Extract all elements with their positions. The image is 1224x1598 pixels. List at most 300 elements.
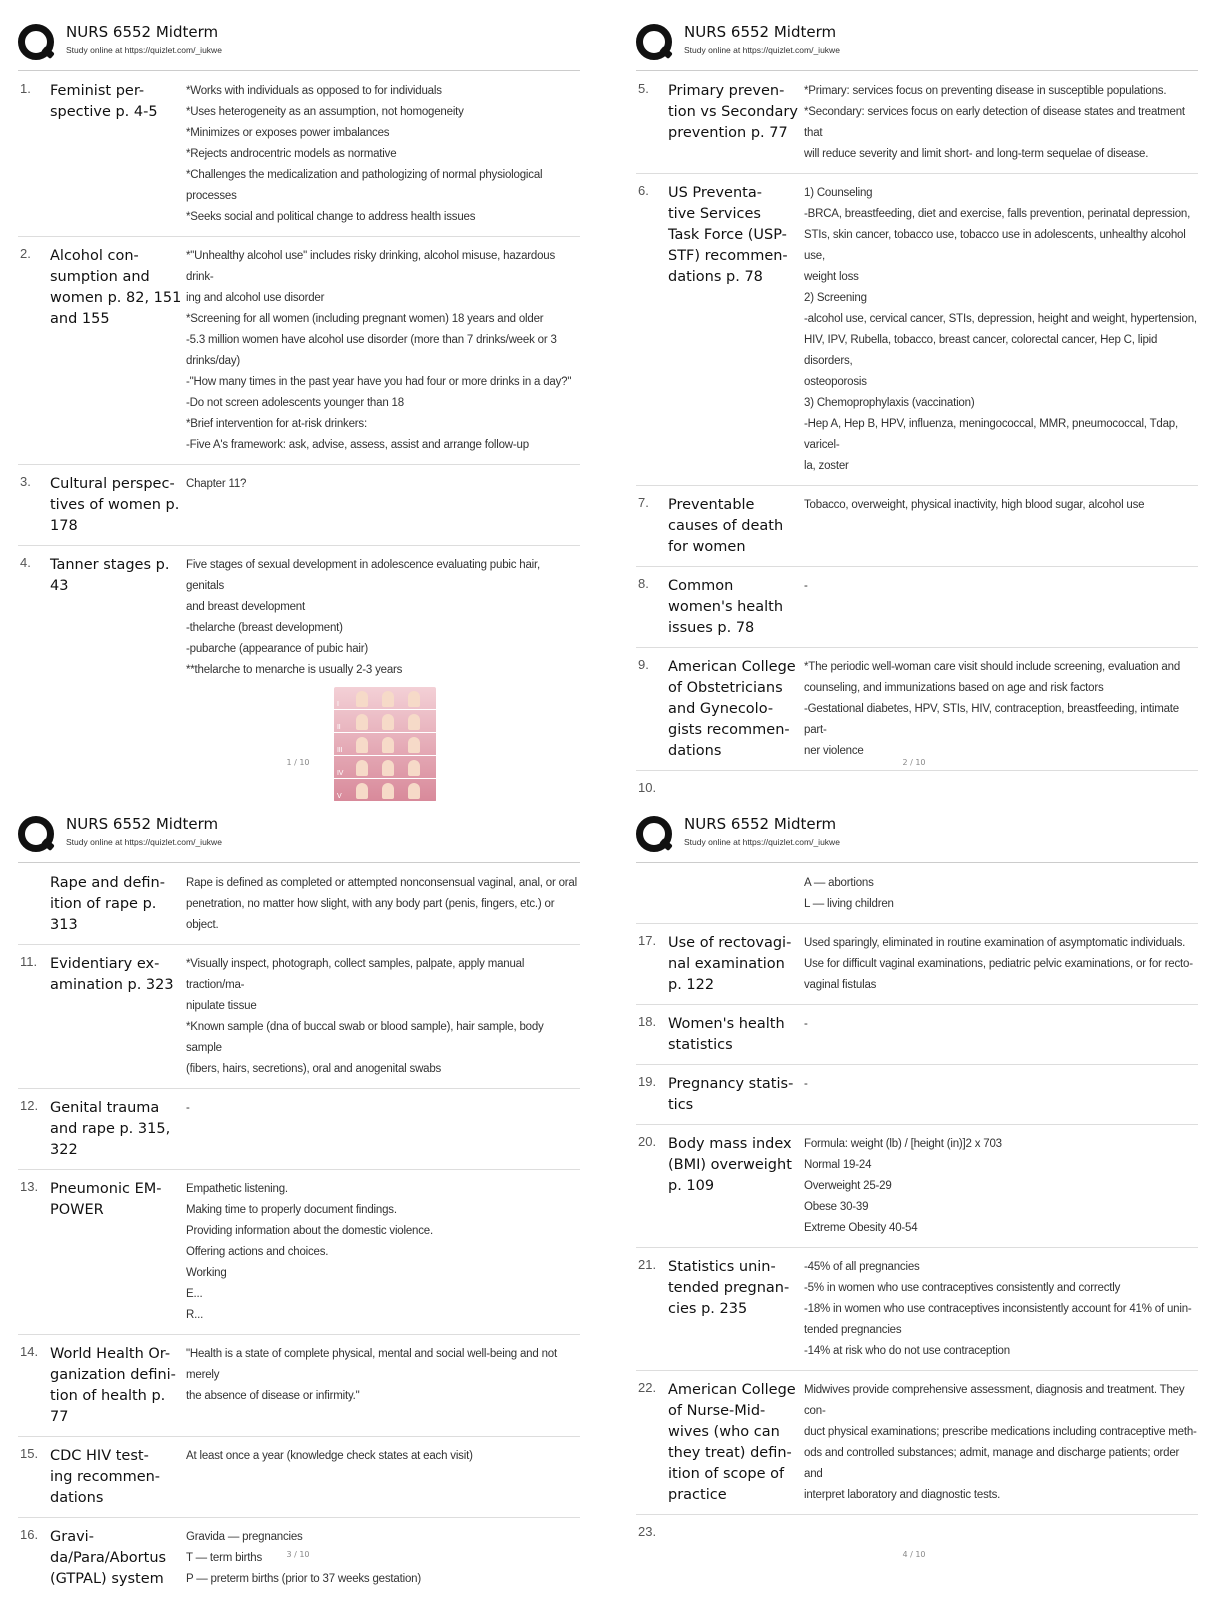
page-2 (636, 20, 1198, 795)
flashcard-row (18, 546, 580, 810)
quizlet-logo-icon (18, 24, 54, 60)
card-definition (186, 81, 580, 228)
card-definition (186, 555, 580, 802)
definition-line: penetration, no matter how slight, with any body part (penis, fingers, etc.) or (186, 898, 555, 910)
definition-line: -5% in women who use contraceptives consistently and correctly (804, 1282, 1121, 1294)
card-term (50, 954, 186, 1080)
card-definition (186, 1527, 580, 1590)
card-number: 17. (638, 933, 657, 948)
card-number: 2. (20, 246, 31, 261)
term-line: World Health Or- (50, 1346, 171, 1362)
flashcard-row (18, 72, 580, 237)
term-line: ition of rape p. (50, 896, 157, 912)
term-line: Task Force (USP- (668, 227, 787, 243)
card-term (50, 81, 186, 228)
definition-line: drinks/day) (186, 355, 241, 367)
study-online-link[interactable]: Study online at https://quizlet.com/_iukwe (684, 837, 840, 847)
term-line: dations (668, 743, 722, 759)
body-figure-icon (408, 691, 420, 707)
card-number: 23. (638, 1524, 657, 1539)
definition-line: *Rejects androcentric models as normative (186, 148, 397, 160)
term-line: Pregnancy statis- (668, 1076, 794, 1092)
card-term (668, 780, 804, 795)
card-definition (186, 1446, 580, 1509)
card-term (50, 1098, 186, 1161)
card-definition (804, 1134, 1198, 1239)
definition-line: -"How many times in the past year have you had four or more drinks in a day?" (186, 376, 572, 388)
flashcard-row (18, 465, 580, 546)
definition-line: Overweight 25-29 (804, 1180, 892, 1192)
header-divider (18, 862, 580, 863)
flashcard-list (636, 72, 1198, 803)
card-number: 1. (20, 81, 31, 96)
card-number: 14. (20, 1344, 39, 1359)
flashcard-row (636, 1125, 1198, 1248)
card-term (668, 81, 804, 165)
card-definition (804, 1380, 1198, 1506)
term-line: of Nurse-Mid- (668, 1403, 766, 1419)
card-term (668, 657, 804, 762)
card-number: 20. (638, 1134, 657, 1149)
term-line: Statistics unin- (668, 1259, 776, 1275)
definition-line: (fibers, hairs, secretions), oral and anogenital swabs (186, 1063, 442, 1075)
definition-line: ing and alcohol use disorder (186, 292, 325, 304)
definition-line: *Uses heterogeneity as an assumption, not homogeneity (186, 106, 464, 118)
definition-line: tended pregnancies (804, 1324, 902, 1336)
definition-line: Used sparingly, eliminated in routine examination of asymptomatic individuals. (804, 937, 1186, 949)
term-line: Body mass index (668, 1136, 792, 1152)
term-line: American College (668, 1382, 796, 1398)
card-term (668, 495, 804, 558)
body-figure-icon (408, 783, 420, 799)
term-line: causes of death (668, 518, 784, 534)
tanner-stage-label: I (337, 701, 339, 708)
term-line: p. 109 (668, 1178, 715, 1194)
term-line: spective p. 4-5 (50, 104, 158, 120)
card-number: 15. (20, 1446, 39, 1461)
quizlet-logo-icon (636, 816, 672, 852)
definition-line: *Brief intervention for at-risk drinkers: (186, 418, 367, 430)
flashcard-row (636, 648, 1198, 771)
definition-line: -Do not screen adolescents younger than 18 (186, 397, 404, 409)
definition-line: processes (186, 190, 237, 202)
tanner-stage-label: III (337, 747, 343, 754)
card-term (668, 183, 804, 477)
card-term (50, 1527, 186, 1590)
tanner-stage-band (334, 756, 436, 779)
term-line: ition of scope of (668, 1466, 785, 1482)
page-title: NURS 6552 Midterm (66, 815, 219, 833)
definition-line: *Known sample (dna of buccal swab or blood sample), hair sample, body sample (186, 1021, 544, 1054)
flashcard-row (18, 1437, 580, 1518)
term-line: prevention p. 77 (668, 125, 788, 141)
card-number: 12. (20, 1098, 39, 1113)
definition-line: L — living children (804, 898, 894, 910)
body-figure-icon (408, 760, 420, 776)
card-definition (804, 495, 1198, 558)
term-line: Alcohol con- (50, 248, 139, 264)
card-number: 10. (638, 780, 657, 795)
term-line: tives of women p. (50, 497, 180, 513)
term-line: p. 122 (668, 977, 715, 993)
flashcard-row (636, 1248, 1198, 1371)
term-line: Preventable (668, 497, 755, 513)
flashcard-row (636, 1515, 1198, 1547)
definition-line: At least once a year (knowledge check states at each visit) (186, 1450, 473, 1462)
term-line: issues p. 78 (668, 620, 755, 636)
term-line: Genital trauma (50, 1100, 160, 1116)
definition-line: Obese 30-39 (804, 1201, 869, 1213)
definition-line: Gravida — pregnancies (186, 1531, 303, 1543)
page-number: 3 / 10 (286, 1550, 310, 1559)
definition-line: nipulate tissue (186, 1000, 257, 1012)
card-term (668, 1257, 804, 1362)
body-figure-icon (408, 737, 420, 753)
card-definition (804, 933, 1198, 996)
card-definition (804, 1257, 1198, 1362)
card-definition (186, 1344, 580, 1428)
term-line: Women's health (668, 1016, 785, 1032)
term-line: tics (668, 1097, 694, 1113)
term-line: Feminist per- (50, 83, 145, 99)
term-line: 313 (50, 917, 78, 933)
term-line: sumption and (50, 269, 150, 285)
card-definition (186, 1179, 580, 1326)
definition-line: **thelarche to menarche is usually 2-3 years (186, 664, 403, 676)
term-line: STF) recommen- (668, 248, 788, 264)
definition-line: T — term births (186, 1552, 263, 1564)
definition-line: -14% at risk who do not use contraception (804, 1345, 1010, 1357)
card-definition (804, 576, 1198, 639)
term-line: Evidentiary ex- (50, 956, 160, 972)
definition-line: weight loss (804, 271, 859, 283)
card-number: 7. (638, 495, 649, 510)
definition-line: HIV, IPV, Rubella, tobacco, breast cancer, colorectal cancer, Hep C, lipid disorders, (804, 334, 1158, 367)
term-line: for women (668, 539, 746, 555)
term-line: tive Services (668, 206, 761, 222)
definition-line: Tobacco, overweight, physical inactivity, high blood sugar, alcohol use (804, 499, 1145, 511)
flashcard-row (636, 1005, 1198, 1065)
definition-line: -BRCA, breastfeeding, diet and exercise, falls prevention, perinatal depression, (804, 208, 1191, 220)
tanner-stage-band (334, 687, 436, 710)
definition-line: Extreme Obesity 40-54 (804, 1222, 918, 1234)
card-number: 21. (638, 1257, 657, 1272)
flashcard-row (636, 1371, 1198, 1515)
flashcard-list (636, 864, 1198, 1547)
definition-line: will reduce severity and limit short- and long-term sequelae of disease. (804, 148, 1149, 160)
card-definition (804, 1014, 1198, 1056)
definition-line: Providing information about the domestic violence. (186, 1225, 433, 1237)
page-number: 1 / 10 (286, 758, 310, 767)
flashcard-row (636, 72, 1198, 174)
term-line: they treat) defin- (668, 1445, 792, 1461)
definition-line: 1) Counseling (804, 187, 873, 199)
card-number (636, 873, 668, 915)
page-title: NURS 6552 Midterm (684, 23, 837, 41)
term-line: tion vs Secondary (668, 104, 798, 120)
definition-line: P — preterm births (prior to 37 weeks gestation) (186, 1573, 421, 1585)
definition-line: "Health is a state of complete physical, mental and social well-being and not merely (186, 1348, 557, 1381)
card-term (668, 933, 804, 996)
flashcard-row (636, 567, 1198, 648)
definition-line: duct physical examinations; prescribe medications including contraceptive meth- (804, 1426, 1197, 1438)
definition-line: Making time to properly document findings. (186, 1204, 397, 1216)
definition-line: - (804, 580, 808, 592)
body-figure-icon (382, 783, 394, 799)
card-number (18, 873, 50, 936)
card-definition (186, 1098, 580, 1161)
term-line: of Obstetricians (668, 680, 783, 696)
page-number: 4 / 10 (902, 1550, 926, 1559)
definition-line: *Secondary: services focus on early detection of disease states and treatment that (804, 106, 1185, 139)
header-divider (18, 70, 580, 71)
term-line: gists recommen- (668, 722, 790, 738)
definition-line: interpret laboratory and diagnostic tests. (804, 1489, 1001, 1501)
term-line: dations p. 78 (668, 269, 763, 285)
card-term (668, 873, 804, 915)
tanner-stage-label: V (337, 793, 342, 800)
body-figure-icon (382, 737, 394, 753)
tanner-stages-image (334, 687, 436, 802)
term-line: CDC HIV test- (50, 1448, 149, 1464)
body-figure-icon (356, 783, 368, 799)
card-term (50, 1446, 186, 1509)
term-line: amination p. 323 (50, 977, 174, 993)
term-line: (BMI) overweight (668, 1157, 792, 1173)
definition-line: Formula: weight (lb) / [height (in)]2 x 703 (804, 1138, 1002, 1150)
card-definition (804, 780, 1198, 795)
definition-line: -18% in women who use contraceptives inconsistently account for 41% of unin- (804, 1303, 1192, 1315)
term-line: Rape and defin- (50, 875, 165, 891)
card-number: 3. (20, 474, 31, 489)
card-term (50, 555, 186, 802)
definition-line: Chapter 11? (186, 478, 247, 490)
definition-line: the absence of disease or infirmity." (186, 1390, 360, 1402)
definition-line: Empathetic listening. (186, 1183, 288, 1195)
header-divider (636, 862, 1198, 863)
page-1 (18, 20, 580, 800)
term-line: Use of rectovagi- (668, 935, 792, 951)
flashcard-row (636, 486, 1198, 567)
term-line: American College (668, 659, 796, 675)
term-line: dations (50, 1490, 104, 1506)
page-number: 2 / 10 (902, 758, 926, 767)
definition-line: la, zoster (804, 460, 849, 472)
term-line: POWER (50, 1202, 104, 1218)
flashcard-row (636, 1065, 1198, 1125)
term-line: and rape p. 315, (50, 1121, 171, 1137)
flashcard-row (636, 771, 1198, 803)
definition-line: ods and controlled substances; admit, manage and discharge patients; order and (804, 1447, 1180, 1480)
card-number: 8. (638, 576, 649, 591)
card-term (668, 1014, 804, 1056)
card-number: 18. (638, 1014, 657, 1029)
term-line: 322 (50, 1142, 78, 1158)
definition-line: Midwives provide comprehensive assessment, diagnosis and treatment. They con- (804, 1384, 1185, 1417)
flashcard-row (18, 237, 580, 465)
page-title: NURS 6552 Midterm (66, 23, 219, 41)
flashcard-row (18, 864, 580, 945)
card-definition (804, 1524, 1198, 1539)
page-title: NURS 6552 Midterm (684, 815, 837, 833)
definition-line: STIs, skin cancer, tobacco use, tobacco use in adolescents, unhealthy alcohol use, (804, 229, 1186, 262)
definition-line: vaginal fistulas (804, 979, 877, 991)
definition-line: *Screening for all women (including pregnant women) 18 years and older (186, 313, 544, 325)
card-definition (186, 873, 580, 936)
term-line: da/Para/Abortus (50, 1550, 167, 1566)
tanner-stage-band (334, 733, 436, 756)
definition-line: counseling, and immunizations based on age and risk factors (804, 682, 1104, 694)
card-definition (186, 246, 580, 456)
term-line: US Preventa- (668, 185, 762, 201)
card-number: 9. (638, 657, 649, 672)
study-online-link[interactable]: Study online at https://quizlet.com/_iukwe (66, 45, 222, 55)
term-line: Tanner stages p. (50, 557, 170, 573)
term-line: statistics (668, 1037, 733, 1053)
quizlet-logo-icon (636, 24, 672, 60)
card-definition (804, 81, 1198, 165)
flashcard-row (18, 1170, 580, 1335)
flashcard-row (18, 1335, 580, 1437)
card-definition (804, 873, 1198, 915)
definition-line: Offering actions and choices. (186, 1246, 329, 1258)
definition-line: Five stages of sexual development in adolescence evaluating pubic hair, genitals (186, 559, 541, 592)
term-line: and Gynecolo- (668, 701, 774, 717)
definition-line: E... (186, 1288, 203, 1300)
page-4 (636, 812, 1198, 1584)
card-term (668, 576, 804, 639)
term-line: cies p. 235 (668, 1301, 748, 1317)
study-online-link[interactable]: Study online at https://quizlet.com/_iukwe (66, 837, 222, 847)
definition-line: Working (186, 1267, 227, 1279)
header-divider (636, 70, 1198, 71)
card-definition (804, 183, 1198, 477)
page-header (18, 812, 580, 852)
card-term (668, 1074, 804, 1116)
card-number: 16. (20, 1527, 39, 1542)
body-figure-icon (382, 760, 394, 776)
study-online-link[interactable]: Study online at https://quizlet.com/_iukwe (684, 45, 840, 55)
term-line: 77 (50, 1409, 69, 1425)
card-number: 4. (20, 555, 31, 570)
card-number: 19. (638, 1074, 657, 1089)
definition-line: - (186, 1102, 190, 1114)
definition-line: -pubarche (appearance of pubic hair) (186, 643, 369, 655)
card-definition (186, 474, 580, 537)
card-term (668, 1134, 804, 1239)
card-number: 13. (20, 1179, 39, 1194)
definition-line: - (804, 1078, 808, 1090)
definition-line: *Primary: services focus on preventing disease in susceptible populations. (804, 85, 1167, 97)
definition-line: 2) Screening (804, 292, 867, 304)
definition-line: -alcohol use, cervical cancer, STIs, depression, height and weight, hypertension, (804, 313, 1197, 325)
body-figure-icon (356, 691, 368, 707)
card-number: 6. (638, 183, 649, 198)
card-term (668, 1380, 804, 1506)
term-line: nal examination (668, 956, 785, 972)
card-term (668, 1524, 804, 1539)
term-line: Primary preven- (668, 83, 785, 99)
card-definition (186, 954, 580, 1080)
term-line: Common (668, 578, 734, 594)
card-number: 5. (638, 81, 649, 96)
definition-line: -thelarche (breast development) (186, 622, 343, 634)
definition-line: 3) Chemoprophylaxis (vaccination) (804, 397, 975, 409)
definition-line: -Five A's framework: ask, advise, assess, assist and arrange follow-up (186, 439, 529, 451)
page-header (636, 20, 1198, 60)
body-figure-icon (356, 760, 368, 776)
definition-line: *Works with individuals as opposed to for individuals (186, 85, 442, 97)
definition-line: *The periodic well-woman care visit should include screening, evaluation and (804, 661, 1181, 673)
term-line: women p. 82, 151 (50, 290, 182, 306)
card-term (50, 873, 186, 936)
card-term (50, 1344, 186, 1428)
term-line: ing recommen- (50, 1469, 161, 1485)
definition-line: - (804, 1018, 808, 1030)
tanner-stage-label: IV (337, 770, 344, 777)
flashcard-row (18, 945, 580, 1089)
definition-line: *Seeks social and political change to address health issues (186, 211, 476, 223)
card-definition (804, 657, 1198, 762)
term-line: practice (668, 1487, 727, 1503)
term-line: Pneumonic EM- (50, 1181, 162, 1197)
tanner-stage-label: II (337, 724, 341, 731)
definition-line: object. (186, 919, 219, 931)
flashcard-list (18, 72, 580, 810)
definition-line: -5.3 million women have alcohol use disorder (more than 7 drinks/week or 3 (186, 334, 557, 346)
card-term (50, 1179, 186, 1326)
page-header (636, 812, 1198, 852)
definition-line: R... (186, 1309, 204, 1321)
definition-line: -Hep A, Hep B, HPV, influenza, meningococcal, MMR, pneumococcal, Tdap, varicel- (804, 418, 1179, 451)
term-line: tended pregnan- (668, 1280, 790, 1296)
body-figure-icon (382, 691, 394, 707)
definition-line: Use for difficult vaginal examinations, pediatric pelvic examinations, or for recto- (804, 958, 1193, 970)
flashcard-row (636, 174, 1198, 486)
term-line: and 155 (50, 311, 110, 327)
quizlet-logo-icon (18, 816, 54, 852)
tanner-stage-band (334, 710, 436, 733)
definition-line: A — abortions (804, 877, 874, 889)
page-header (18, 20, 580, 60)
card-number: 22. (638, 1380, 657, 1395)
card-number: 11. (20, 954, 38, 969)
card-definition (804, 1074, 1198, 1116)
term-line: tion of health p. (50, 1388, 166, 1404)
body-figure-icon (408, 714, 420, 730)
definition-line: Normal 19-24 (804, 1159, 872, 1171)
term-line: women's health (668, 599, 784, 615)
term-line: Cultural perspec- (50, 476, 175, 492)
term-line: wives (who can (668, 1424, 780, 1440)
term-line: 178 (50, 518, 78, 534)
definition-line: Rape is defined as completed or attempted nonconsensual vaginal, anal, or oral (186, 877, 577, 889)
definition-line: *"Unhealthy alcohol use" includes risky drinking, alcohol misuse, hazardous drink- (186, 250, 556, 283)
term-line: Gravi- (50, 1529, 94, 1545)
flashcard-row (636, 864, 1198, 924)
tanner-stage-band (334, 779, 436, 802)
card-term (50, 246, 186, 456)
definition-line: -45% of all pregnancies (804, 1261, 920, 1273)
body-figure-icon (356, 714, 368, 730)
body-figure-icon (356, 737, 368, 753)
definition-line: *Visually inspect, photograph, collect samples, palpate, apply manual traction/ma- (186, 958, 525, 991)
definition-line: and breast development (186, 601, 305, 613)
term-line: (GTPAL) system (50, 1571, 164, 1587)
term-line: ganization defini- (50, 1367, 176, 1383)
definition-line: ner violence (804, 745, 864, 757)
flashcard-row (18, 1089, 580, 1170)
